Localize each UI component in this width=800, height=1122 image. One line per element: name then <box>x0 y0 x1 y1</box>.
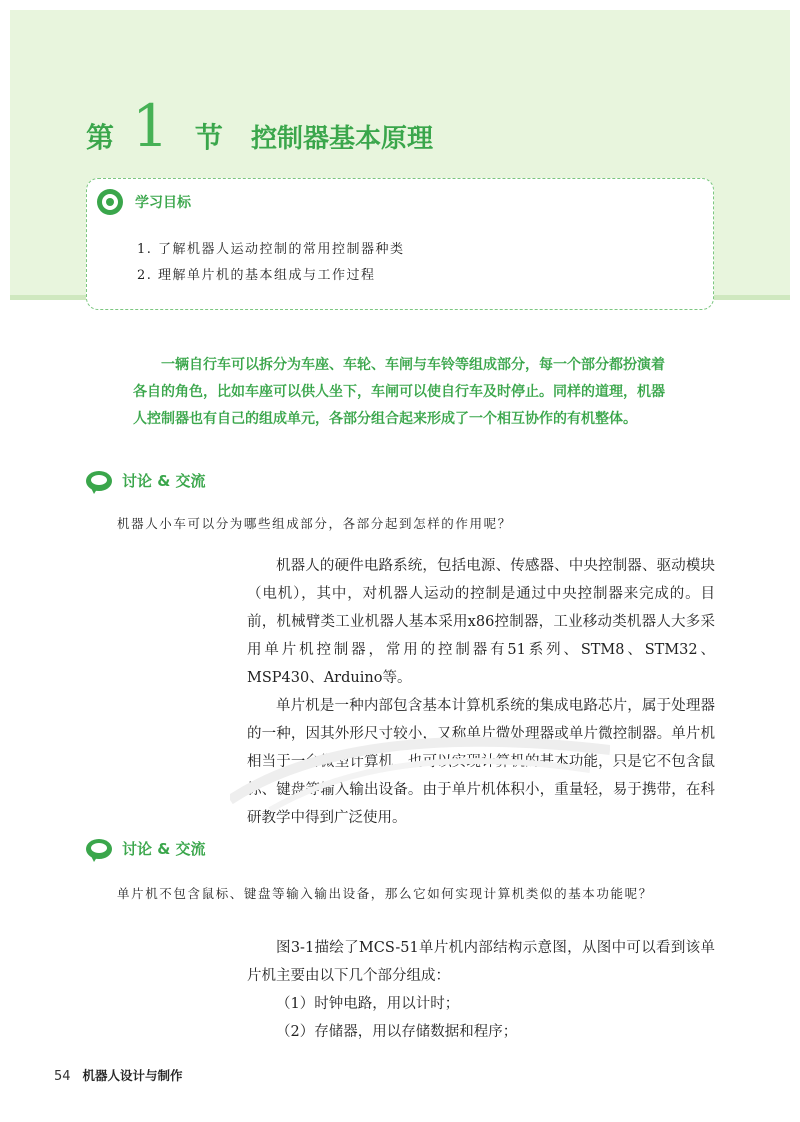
body-section-2 <box>247 934 715 1046</box>
body-paragraph: 图3-1描绘了MCS-51单片机内部结构示意图，从图中可以看到该单片机主要由以下几个部分组成： <box>247 940 715 984</box>
book-title: 机器人设计与制作 <box>82 1068 183 1083</box>
body-paragraph: 单片机是一种内部包含基本计算机系统的集成电路芯片，属于处理器的一种，因其外形尺寸较小，又称单片微处理器或单片微控制器。单片机相当于一台微型计算机，也可以实现计算机的基本功能，只是它不包含鼠标、键盘等输入输出设备。由于单片机体积小，重量轻，易于携带，在科研教学中得到广泛使用。 <box>247 698 715 826</box>
section-number: 1 <box>132 91 169 160</box>
objective-item: 1. 了解机器人运动控制的常用控制器种类 <box>137 242 405 257</box>
discussion-header <box>86 470 206 491</box>
list-item: （2）存储器，用以存储数据和程序； <box>276 1024 518 1040</box>
objectives-list <box>137 237 405 289</box>
page-number: 54 <box>54 1069 71 1084</box>
discussion-title: 讨论 & 交流 <box>122 840 206 858</box>
objective-item: 2. 理解单片机的基本组成与工作过程 <box>137 268 376 283</box>
discussion-question: 单片机不包含鼠标、键盘等输入输出设备，那么它如何实现计算机类似的基本功能呢？ <box>117 886 653 901</box>
speech-bubble-icon <box>86 471 112 491</box>
learning-objectives-box <box>86 178 714 310</box>
discussion-question: 机器人小车可以分为哪些组成部分，各部分起到怎样的作用呢？ <box>117 516 512 531</box>
objectives-title: 学习目标 <box>135 195 191 211</box>
objectives-header <box>97 189 191 215</box>
discussion-header <box>86 838 206 859</box>
section-name: 控制器基本原理 <box>250 124 433 154</box>
intro-paragraph: 一辆自行车可以拆分为车座、车轮、车闸与车铃等组成部分，每一个部分都扮演着各自的角色，比如车座可以供人坐下，车闸可以使自行车及时停止。同样的道理，机器人控制器也有自己的组成单元，各部分组合起来形成了一个相互协作的有机整体。 <box>133 357 665 427</box>
section-suffix: 节 <box>194 121 223 154</box>
section-title <box>86 91 433 160</box>
page-footer <box>54 1066 183 1084</box>
section-prefix: 第 <box>86 121 115 154</box>
discussion-title: 讨论 & 交流 <box>122 472 206 490</box>
body-paragraph: 机器人的硬件电路系统，包括电源、传感器、中央控制器、驱动模块（电机），其中，对机器人运动的控制是通过中央控制器来完成的。目前，机械臂类工业机器人基本采用x86控制器，工业移动类机器人大多采用单片机控制器，常用的控制器有51系列、STM8、STM32、MSP430、Arduino等。 <box>247 558 715 686</box>
speech-bubble-icon <box>86 839 112 859</box>
list-item: （1）时钟电路，用以计时； <box>276 996 460 1012</box>
body-section-1 <box>247 552 715 832</box>
target-icon <box>97 189 123 215</box>
